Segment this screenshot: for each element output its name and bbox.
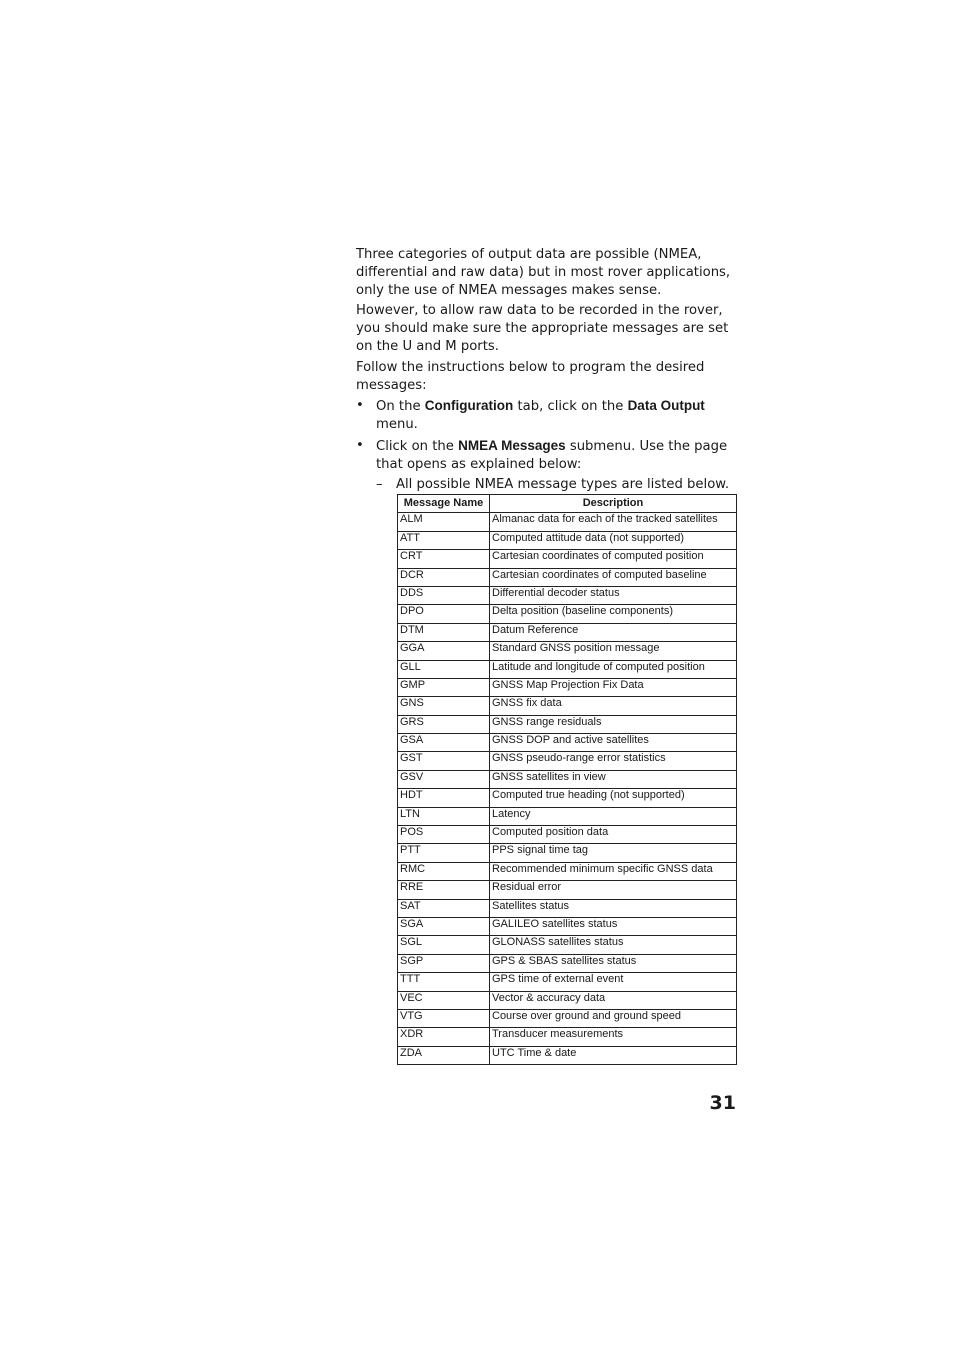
message-name-cell: GSA (398, 734, 490, 752)
description-cell: GALILEO satellites status (490, 917, 737, 935)
description-cell: GNSS DOP and active satellites (490, 734, 737, 752)
bullet-icon: • (356, 437, 364, 453)
message-name-cell: DTM (398, 623, 490, 641)
description-cell: Computed position data (490, 826, 737, 844)
nmea-message-table (397, 494, 737, 1065)
column-header-description: Description (490, 495, 737, 513)
table-row (398, 660, 737, 678)
message-name-cell: RRE (398, 881, 490, 899)
message-name-cell: VTG (398, 1009, 490, 1027)
message-name-cell: LTN (398, 807, 490, 825)
table-row (398, 1028, 737, 1046)
instruction-list (356, 397, 741, 493)
description-cell: Datum Reference (490, 623, 737, 641)
description-cell: Differential decoder status (490, 586, 737, 604)
table-row (398, 1009, 737, 1027)
message-name-cell: ALM (398, 513, 490, 531)
description-cell: Course over ground and ground speed (490, 1009, 737, 1027)
description-cell: Cartesian coordinates of computed baseline (490, 568, 737, 586)
description-cell: Standard GNSS position message (490, 642, 737, 660)
column-header-message-name: Message Name (398, 495, 490, 513)
body-text (356, 246, 741, 496)
description-cell: Residual error (490, 881, 737, 899)
table-row (398, 513, 737, 531)
instruction-item-2: • Click on the NMEA Messages submenu. Use the page that opens as explained below: – All possible NMEA message types are listed below. (356, 437, 741, 493)
message-name-cell: GNS (398, 697, 490, 715)
message-name-cell: VEC (398, 991, 490, 1009)
description-cell: Cartesian coordinates of computed position (490, 550, 737, 568)
table-row (398, 899, 737, 917)
table-header-row (398, 495, 737, 513)
table-row (398, 605, 737, 623)
data-output-menu-ref: Data Output (627, 398, 705, 414)
table-row (398, 862, 737, 880)
message-name-cell: GGA (398, 642, 490, 660)
description-cell: UTC Time & date (490, 1046, 737, 1064)
message-name-cell: DPO (398, 605, 490, 623)
message-name-cell: GRS (398, 715, 490, 733)
message-name-cell: SGA (398, 917, 490, 935)
table-row (398, 550, 737, 568)
table-row (398, 568, 737, 586)
description-cell: GNSS satellites in view (490, 770, 737, 788)
description-cell: GNSS pseudo-range error statistics (490, 752, 737, 770)
table-row (398, 697, 737, 715)
description-cell: GPS & SBAS satellites status (490, 954, 737, 972)
description-cell: GNSS fix data (490, 697, 737, 715)
description-cell: Computed true heading (not supported) (490, 789, 737, 807)
message-name-cell: ZDA (398, 1046, 490, 1064)
table-row (398, 715, 737, 733)
table-row (398, 770, 737, 788)
table-row (398, 936, 737, 954)
message-name-cell: XDR (398, 1028, 490, 1046)
description-cell: Transducer measurements (490, 1028, 737, 1046)
instruction-item-1: • On the Configuration tab, click on the Data Output menu. (356, 398, 705, 433)
table-row (398, 954, 737, 972)
message-name-cell: POS (398, 826, 490, 844)
table-row (398, 973, 737, 991)
description-cell: GNSS range residuals (490, 715, 737, 733)
description-cell: Satellites status (490, 899, 737, 917)
table-row (398, 531, 737, 549)
message-name-cell: DCR (398, 568, 490, 586)
table-row (398, 881, 737, 899)
sub-instruction-item-1: – All possible NMEA message types are listed below. (376, 476, 730, 492)
description-cell: Computed attitude data (not supported) (490, 531, 737, 549)
dash-icon: – (376, 476, 383, 492)
table-row (398, 586, 737, 604)
description-cell: Latitude and longitude of computed position (490, 660, 737, 678)
table-row (398, 642, 737, 660)
description-cell: PPS signal time tag (490, 844, 737, 862)
description-cell: Vector & accuracy data (490, 991, 737, 1009)
table-row (398, 917, 737, 935)
table-row (398, 844, 737, 862)
table-row (398, 734, 737, 752)
page-number: 31 (709, 1092, 736, 1114)
table-row (398, 807, 737, 825)
message-name-cell: GSV (398, 770, 490, 788)
sub-instruction-list (376, 476, 741, 494)
message-name-cell: GLL (398, 660, 490, 678)
message-name-cell: GST (398, 752, 490, 770)
intro-paragraph-3: Follow the instructions below to program the desired messages: (356, 359, 705, 393)
message-name-cell: ATT (398, 531, 490, 549)
description-cell: Latency (490, 807, 737, 825)
table-row (398, 991, 737, 1009)
table-row (398, 1046, 737, 1064)
table-row (398, 623, 737, 641)
table-row (398, 826, 737, 844)
description-cell: Almanac data for each of the tracked satellites (490, 513, 737, 531)
description-cell: Delta position (baseline components) (490, 605, 737, 623)
message-name-cell: RMC (398, 862, 490, 880)
table-row (398, 789, 737, 807)
intro-paragraph-1: Three categories of output data are possible (NMEA, differential and raw data) but in most rover applications, only the use of NMEA messages makes sense. (356, 247, 731, 298)
message-name-cell: HDT (398, 789, 490, 807)
message-name-cell: SGP (398, 954, 490, 972)
table-row (398, 678, 737, 696)
message-name-cell: CRT (398, 550, 490, 568)
nmea-messages-submenu-ref: NMEA Messages (458, 437, 566, 453)
message-name-cell: DDS (398, 586, 490, 604)
message-name-cell: PTT (398, 844, 490, 862)
description-cell: GLONASS satellites status (490, 936, 737, 954)
description-cell: GPS time of external event (490, 973, 737, 991)
message-name-cell: SGL (398, 936, 490, 954)
message-name-cell: TTT (398, 973, 490, 991)
bullet-icon: • (356, 398, 364, 414)
configuration-tab-ref: Configuration (424, 398, 514, 414)
description-cell: Recommended minimum specific GNSS data (490, 862, 737, 880)
message-name-cell: SAT (398, 899, 490, 917)
table-row (398, 752, 737, 770)
table-body (398, 513, 737, 1065)
message-name-cell: GMP (398, 678, 490, 696)
description-cell: GNSS Map Projection Fix Data (490, 678, 737, 696)
intro-paragraph-2: However, to allow raw data to be recorded in the rover, you should make sure the appropriate messages are set on the U and M ports. (356, 303, 729, 354)
